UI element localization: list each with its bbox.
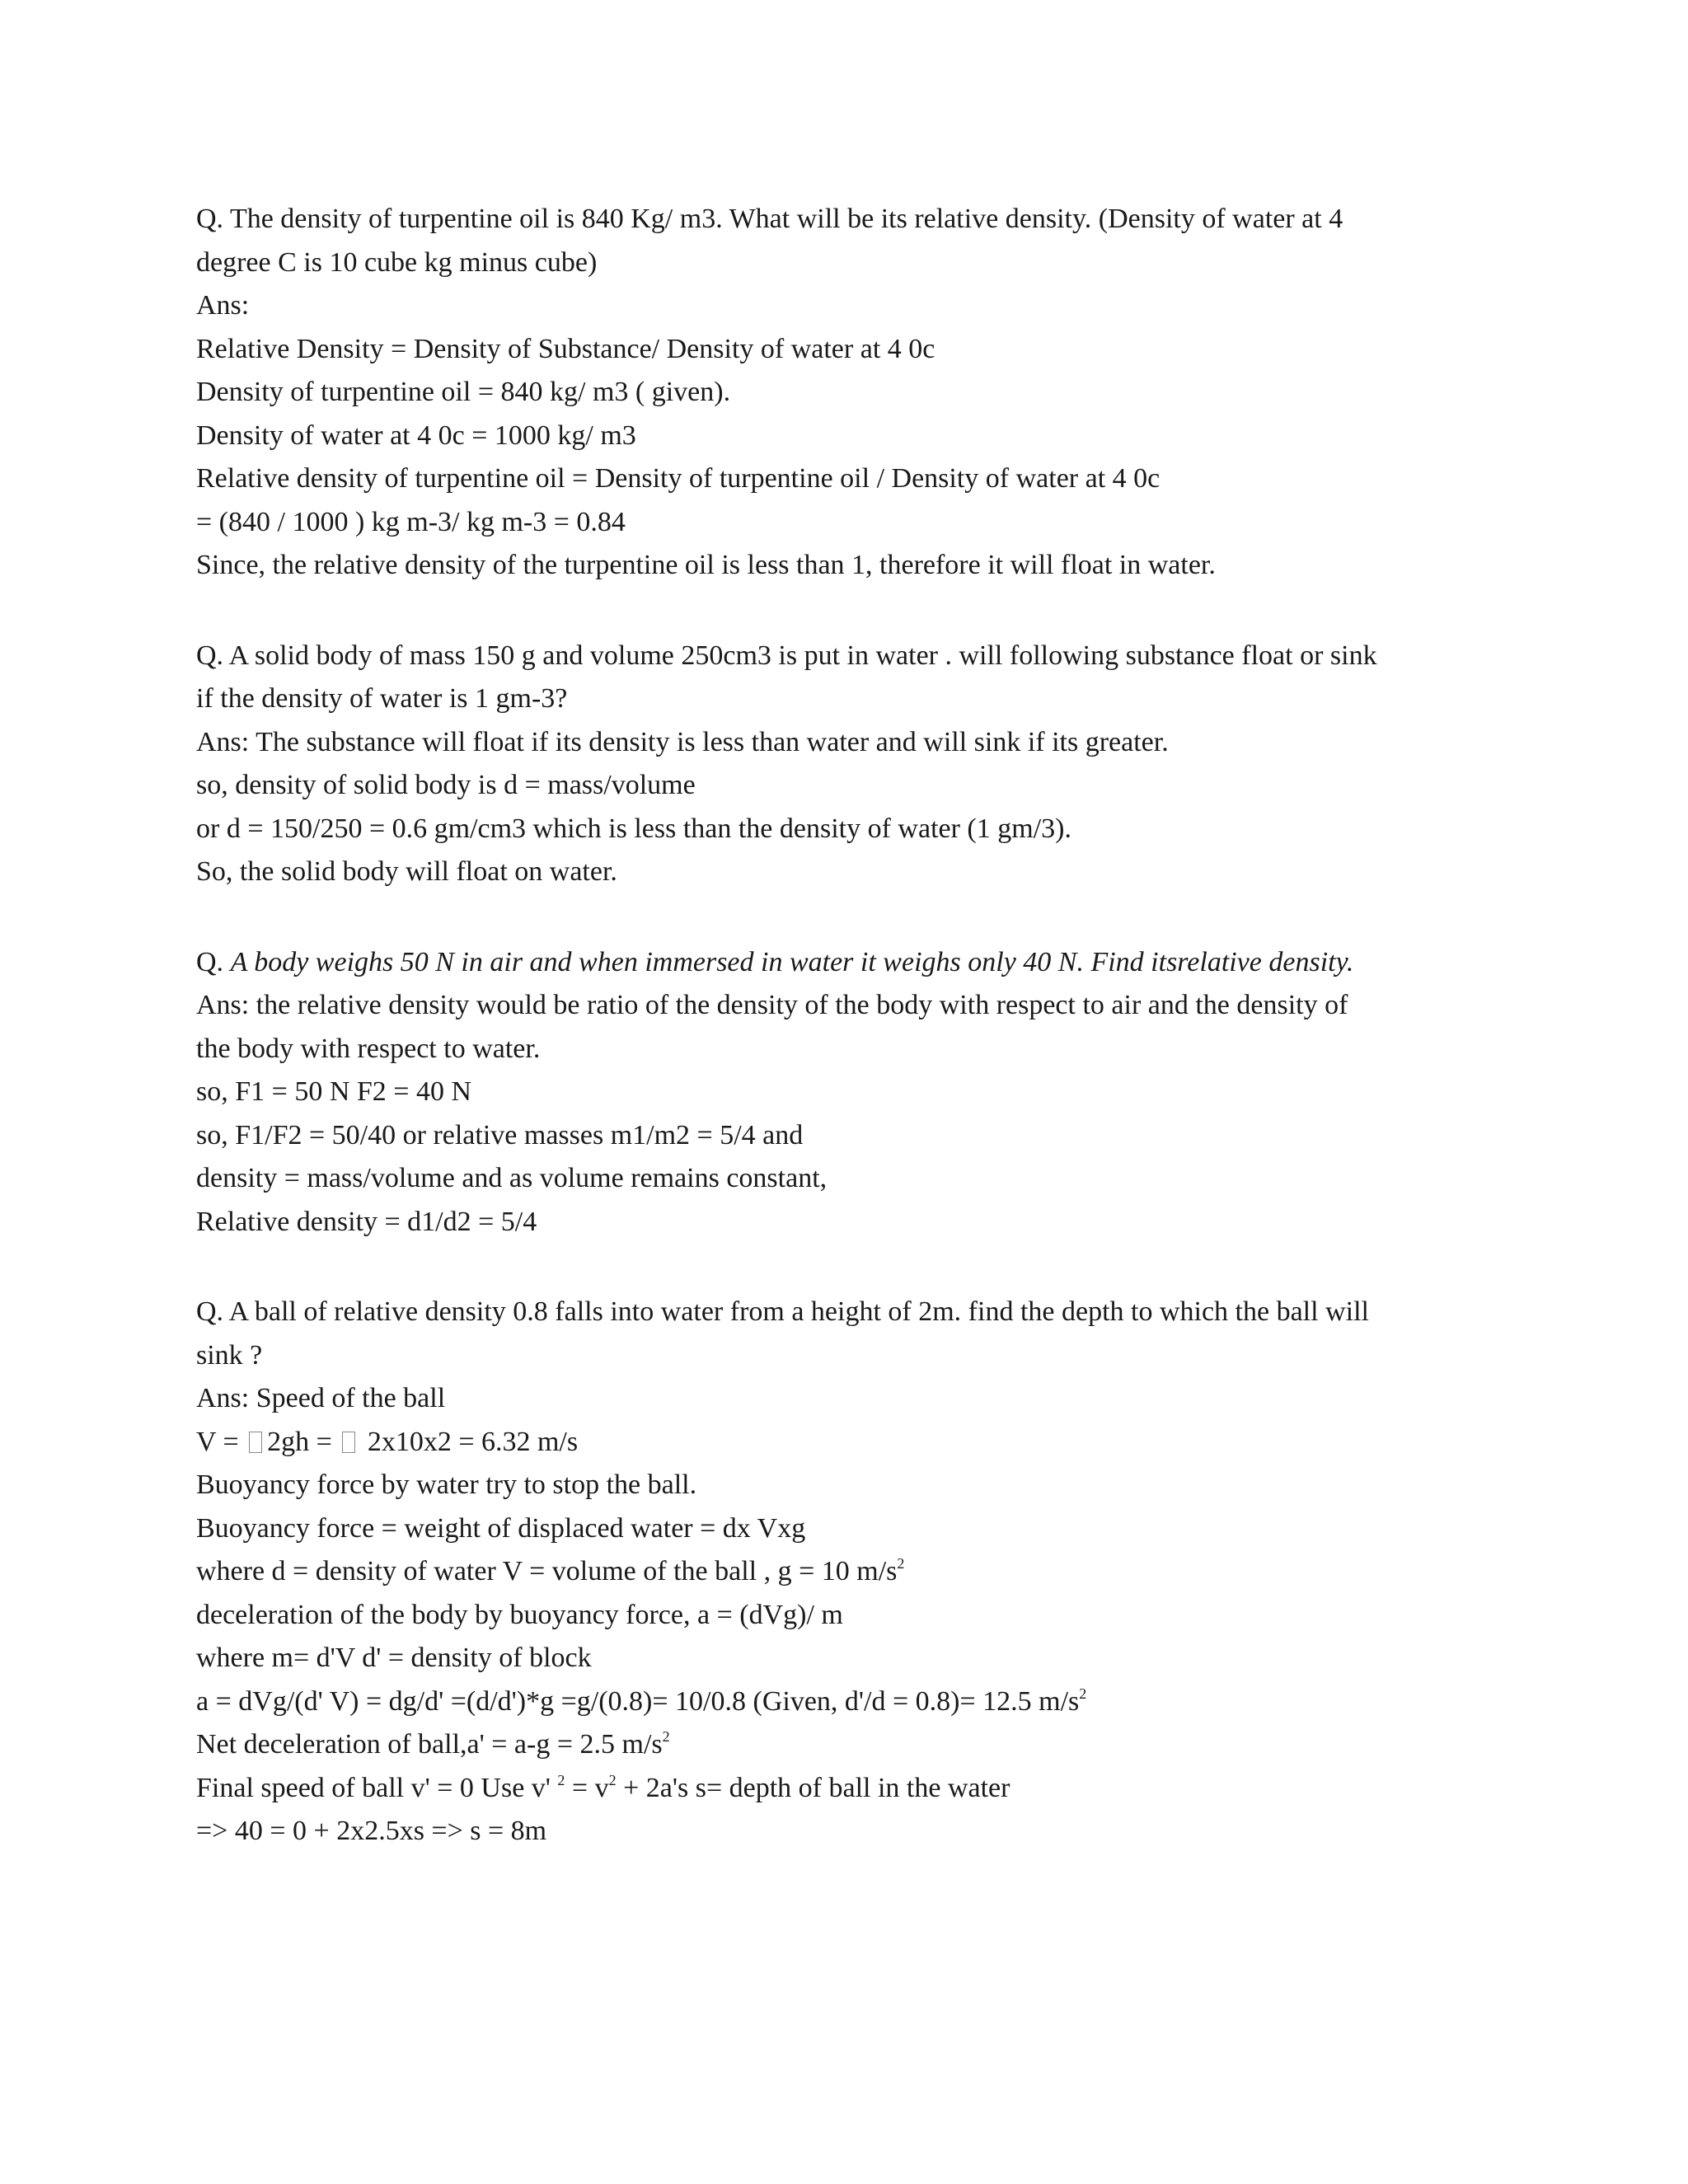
- q4-question-line-1: Q. A ball of relative density 0.8 falls into water from a height of 2m. find the depth to which the ball will: [196, 1296, 1369, 1327]
- q1-answer-line: = (840 / 1000 ) kg m-3/ kg m-3 = 0.84: [196, 506, 626, 537]
- q4-v-mid: 2gh =: [267, 1426, 340, 1457]
- q2-question-line-2: if the density of water is 1 gm-3?: [196, 683, 568, 714]
- sqrt-glyph-icon: [249, 1432, 262, 1453]
- q1-ans-label: Ans:: [196, 290, 250, 321]
- q2-question-line-1: Q. A solid body of mass 150 g and volume 250cm3 is put in water . will following substance float or sink: [196, 640, 1377, 671]
- q4-a-line: [196, 1680, 1482, 1724]
- superscript: 2: [557, 1771, 565, 1788]
- q1-answer-line: Since, the relative density of the turpentine oil is less than 1, therefore it will float in water.: [196, 550, 1216, 580]
- superscript: 2: [1079, 1685, 1087, 1702]
- section-gap: [196, 1244, 1482, 1291]
- q4-decel-line: deceleration of the body by buoyancy force, a = (dVg)/ m: [196, 1599, 843, 1630]
- q4-v-end: 2x10x2 = 6.32 m/s: [360, 1426, 579, 1457]
- q3-prefix: Q.: [196, 946, 231, 977]
- q3-question-text: A body weighs 50 N in air and when immersed in water it weighs only 40 N. Find itsrelative density.: [230, 946, 1354, 977]
- q4-net-text: Net deceleration of ball,a' = a-g = 2.5 m/s: [196, 1729, 663, 1760]
- superscript: 2: [662, 1728, 670, 1745]
- q4-a-text: a = dVg/(d' V) = dg/d' =(d/d')*g =g/(0.8)= 10/0.8 (Given, d'/d = 0.8)= 12.5 m/s: [196, 1685, 1080, 1717]
- question-1: [196, 198, 1482, 588]
- q4-net-line: [196, 1723, 1482, 1767]
- q3-answer-line: so, F1 = 50 N F2 = 40 N: [196, 1076, 472, 1107]
- q4-where-text: where d = density of water V = volume of the ball , g = 10 m/s: [196, 1556, 898, 1586]
- q4-answer-line: Buoyancy force = weight of displaced water = dx Vxg: [196, 1512, 806, 1544]
- sqrt-glyph-icon: [342, 1432, 355, 1453]
- section-gap: [196, 588, 1482, 635]
- superscript: 2: [608, 1771, 617, 1788]
- q4-last-line: => 40 = 0 + 2x2.5xs => s = 8m: [196, 1816, 547, 1846]
- q4-where-m-line: where m= d'V d' = density of block: [196, 1643, 592, 1673]
- q3-answer-line: so, F1/F2 = 50/40 or relative masses m1/m2 = 5/4 and: [196, 1119, 804, 1151]
- q3-question-line: [196, 941, 1482, 985]
- section-gap: [196, 894, 1482, 941]
- question-4: [196, 1291, 1482, 1854]
- q2-answer-line: Ans: The substance will float if its density is less than water and will sink if its greater.: [196, 726, 1169, 757]
- superscript: 2: [897, 1555, 905, 1572]
- q1-answer-line: Density of turpentine oil = 840 kg/ m3 ( given).: [196, 377, 731, 407]
- q4-v-prefix: V =: [196, 1426, 246, 1457]
- q2-answer-line: So, the solid body will float on water.: [196, 856, 617, 887]
- q4-velocity-line: [196, 1421, 1482, 1465]
- q4-ans-line: Ans: Speed of the ball: [196, 1383, 446, 1413]
- question-3: [196, 941, 1482, 1244]
- q1-answer-line: Relative density of turpentine oil = Density of turpentine oil / Density of water at 4 0c: [196, 463, 1160, 494]
- q4-where-line: [196, 1550, 1482, 1594]
- q4-question-line-2: sink ?: [196, 1339, 263, 1371]
- q1-answer-line: Density of water at 4 0c = 1000 kg/ m3: [196, 419, 636, 451]
- q1-answer-line: Relative Density = Density of Substance/ Density of water at 4 0c: [196, 333, 935, 364]
- q4-final-c: + 2a's s= depth of ball in the water: [616, 1772, 1010, 1803]
- q3-answer-line: density = mass/volume and as volume remains constant,: [196, 1163, 828, 1193]
- q3-answer-line: Ans: the relative density would be ratio of the density of the body with respect to air and the density of: [196, 990, 1348, 1020]
- q2-answer-line: or d = 150/250 = 0.6 gm/cm3 which is less than the density of water (1 gm/3).: [196, 813, 1071, 844]
- q3-answer-line: the body with respect to water.: [196, 1033, 541, 1064]
- q4-final-b: = v: [565, 1772, 609, 1803]
- q3-answer-line: Relative density = d1/d2 = 5/4: [196, 1206, 537, 1237]
- q1-question-line-2: degree C is 10 cube kg minus cube): [196, 246, 598, 278]
- q2-answer-line: so, density of solid body is d = mass/volume: [196, 770, 696, 800]
- q4-answer-line: Buoyancy force by water try to stop the ball.: [196, 1469, 697, 1500]
- q4-final-line: [196, 1767, 1482, 1811]
- q1-question-line-1: Q. The density of turpentine oil is 840 Kg/ m3. What will be its relative density. (Density of water at 4: [196, 204, 1343, 234]
- document-page: [196, 198, 1482, 1854]
- question-2: [196, 635, 1482, 894]
- q4-final-a: Final speed of ball v' = 0 Use v': [196, 1772, 558, 1803]
